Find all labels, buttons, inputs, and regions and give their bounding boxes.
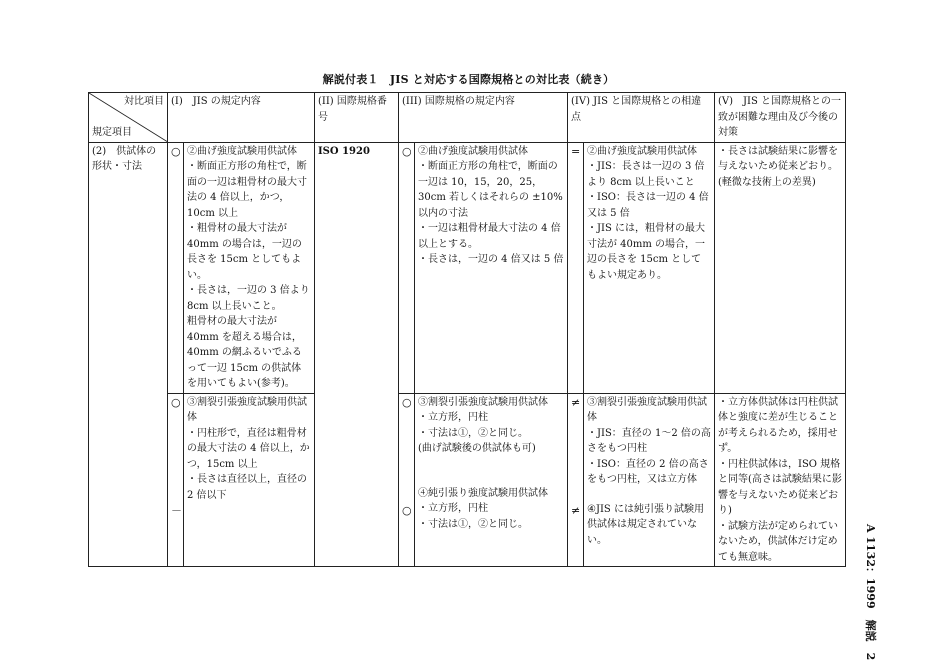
jis-content-cell	[184, 393, 315, 567]
list-item: 粗骨材の最大寸法が 40mm を超える場合は，40mm の網ふるいでふるって一辺 15cm の供試体を用いてもよい(参考)。	[187, 316, 302, 389]
list-item: ・ISO：直径の 2 倍の高さをもつ円柱，又は立方体	[587, 458, 709, 485]
list-item: ・一辺は粗骨材最大寸法の 4 倍以上とする。	[418, 223, 561, 250]
header-iso-number: (II) 国際規格番号	[315, 93, 399, 143]
list-item: ・JIS：直径の 1～2 倍の高さをもつ円柱	[587, 427, 711, 454]
list-item: ・JIS には，粗骨材の最大寸法が 40mm の場合，一辺の長さを 15cm としてもよい規定あり。	[587, 223, 706, 281]
list-item: ・粗骨材の最大寸法が 40mm の場合は，一辺の長さを 15cm としてもよい。	[187, 223, 302, 281]
iso-item-title: ④純引張り強度試験用供試体	[418, 487, 548, 499]
list-item: ・長さは，一辺の 3 倍より 8cm 以上長いこと。	[187, 285, 310, 312]
jis-item-title: ②曲げ強度試験用供試体	[187, 145, 297, 157]
list-item: ・JIS：長さは一辺の 3 倍より 8cm 以上長いこと	[587, 161, 705, 188]
jis-content-cell	[184, 142, 315, 393]
iso-item-title: ②曲げ強度試験用供試体	[418, 145, 528, 157]
list-item: ・円柱形で，直径は粗骨材の最大寸法の 4 倍以上，かつ，15cm 以上	[187, 427, 310, 470]
list-item: (曲げ試験後の供試体も可)	[418, 443, 536, 454]
row-label: (2) 供試体の形状・寸法	[89, 142, 168, 567]
mark-difference: ≠	[571, 504, 581, 517]
mark-iso: ○	[399, 142, 415, 393]
difference-title: ④JIS には純引張り試験用供試体は規定されていない。	[587, 503, 704, 546]
difference-cell	[584, 142, 715, 393]
mark-iso: ○	[402, 395, 412, 409]
difference-title: ③割裂引張強度試験用供試体	[587, 396, 707, 423]
list-item: ・立方形，円柱	[418, 503, 488, 514]
difference-cell	[584, 393, 715, 567]
list-item: ・立方体供試体は円柱供試体と強度に差が生じることが考えられるため，採用せず。	[718, 396, 838, 454]
header-reason: (V) JIS と国際規格との一致が困難な理由及び今後の対策	[715, 93, 846, 143]
header-spec-item: 規定項目	[92, 127, 132, 138]
mark-difference: ≠	[571, 395, 581, 409]
reason-cell: ・長さは試験結果に影響を与えないため従来どおり。(軽微な技術上の差異)	[715, 142, 846, 393]
comparison-table	[88, 92, 846, 567]
list-item: ・ISO：長さは一辺の 4 倍又は 5 倍	[587, 192, 709, 219]
mark-difference: =	[568, 142, 584, 393]
mark-iso: ○	[402, 504, 412, 517]
header-row	[89, 93, 846, 143]
iso-content-cell	[415, 142, 568, 393]
list-item: ・寸法は①，②と同じ。	[418, 427, 528, 439]
jis-item-title: ③割裂引張強度試験用供試体	[187, 396, 307, 423]
header-difference: (IV) JIS と国際規格との相違点	[568, 93, 715, 143]
mark-jis: ○	[168, 142, 184, 393]
header-compare-item: 対比項目	[124, 96, 164, 107]
list-item: ・断面正方形の角柱で，断面の一辺は粗骨材の最大寸法の 4 倍以上，かつ，10cm 以上	[187, 161, 307, 219]
mark-jis-stack	[168, 393, 184, 567]
iso-number: ISO 1920	[318, 145, 370, 157]
header-iso-content: (III) 国際規格の規定内容	[399, 93, 568, 143]
header-diagonal-cell	[89, 93, 168, 143]
reason-cell	[715, 393, 846, 567]
list-item: ・立方形，円柱	[418, 412, 488, 423]
list-item: ・寸法は①，②と同じ。	[418, 518, 528, 530]
page-side-label	[848, 524, 878, 660]
mark-jis-none: －	[171, 504, 182, 517]
mark-jis: ○	[171, 395, 181, 409]
table-row	[89, 393, 846, 567]
iso-content-cell	[415, 393, 568, 567]
iso-number-cell	[315, 142, 399, 567]
list-item: ・長さは，一辺の 4 倍又は 5 倍	[418, 254, 564, 265]
side-label-text: A 1132：1999 解説 2	[864, 524, 877, 660]
list-item: ・円柱供試体は，ISO 規格と同等(高さは試験結果に影響を与えないため従来どおり)	[718, 458, 842, 516]
header-jis-content: (I) JIS の規定内容	[168, 93, 315, 143]
mark-iso-stack	[399, 393, 415, 567]
list-item: ・長さは直径以上，直径の 2 倍以下	[187, 474, 307, 501]
list-item: ・断面正方形の角柱で，断面の一辺は 10，15，20，25，30cm 若しくはそれらの ±10%以内の寸法	[418, 161, 563, 219]
iso-item-title: ③割裂引張強度試験用供試体	[418, 396, 548, 408]
table-row	[89, 142, 846, 393]
difference-title: ②曲げ強度試験用供試体	[587, 145, 697, 157]
table-title: 解説付表１ JIS と対応する国際規格との対比表（続き）	[322, 73, 615, 86]
list-item: ・試験方法が定められていないため，供試体だけ定めても無意味。	[718, 520, 838, 563]
mark-difference-stack	[568, 393, 584, 567]
